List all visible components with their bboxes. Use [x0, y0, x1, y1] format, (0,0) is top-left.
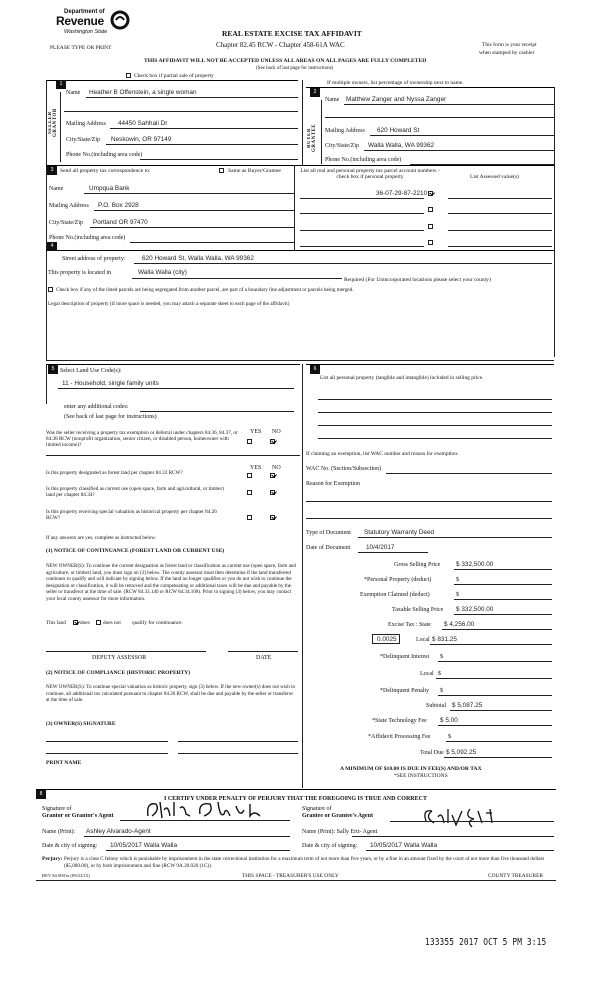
buyer-mailing-value[interactable]: 620 Howard St — [377, 127, 420, 134]
treasurer-use-label: THIS SPACE - TREASURER'S USE ONLY — [242, 873, 339, 879]
receipt-note-2: when stamped by cashier — [479, 50, 535, 56]
doc-date-line — [358, 552, 428, 553]
does-not-label: does not — [103, 620, 121, 626]
reason-line-2 — [306, 518, 552, 519]
grantor-signature[interactable] — [140, 796, 290, 822]
street-address-line — [134, 263, 552, 264]
seller-name-value[interactable]: Heather B Offenstein, a single woman — [89, 89, 197, 96]
logo-revenue: Revenue — [56, 14, 104, 28]
see-instructions-note: *SEE INSTRUCTIONS — [394, 773, 448, 779]
land-does-checkbox[interactable] — [73, 620, 78, 625]
doc-date-value[interactable]: 10/4/2017 — [366, 544, 395, 551]
corr-name-line — [84, 193, 294, 194]
assessed-1-line — [448, 198, 552, 199]
delinquent-interest-value[interactable]: $ — [440, 654, 443, 660]
corr-name-label: Name — [49, 186, 64, 192]
parcel-4-personal-checkbox[interactable] — [428, 240, 433, 245]
same-as-buyer-checkbox[interactable] — [219, 168, 224, 173]
correspondence-label: Send all property tax correspondence to: — [60, 168, 151, 174]
located-in-label: This property is located in — [48, 270, 111, 276]
parcel-3-personal-checkbox[interactable] — [428, 224, 433, 229]
street-address-label: Street address of property: — [62, 256, 126, 262]
partial-sale-checkbox[interactable] — [126, 73, 131, 78]
corr-city-label: City/State/Zip — [49, 220, 83, 226]
perjury-text: Perjury is a class C felony which is punishable by imprisonment in the state correctional institution for a maximum term of not more than five years, or by a fine in an amount fixed by the court of not more than five thousand dollars ($5,000.00), or by both imprisonment and fine (RCW 9A.20.020 (1C)). — [64, 856, 545, 869]
corr-city-line — [90, 227, 294, 228]
yes-header-1: YES — [250, 429, 262, 435]
exemption-question: Was the seller receiving a property tax exemption or deferral under chapters 84.36, 84.37, or 84.38 RCW (nonprofit organization, senior citizen, or disabled person, homeowner with limited income)? — [46, 430, 238, 448]
historic-question: Is this property receiving special valuation as historical property per chapter 84.26 RCW? — [46, 509, 217, 521]
assessed-3-line — [448, 230, 552, 231]
receipt-note-1: This form is your receipt — [482, 42, 537, 48]
corr-name-value[interactable]: Umpqua Bank — [89, 185, 130, 192]
doc-type-line — [358, 537, 552, 538]
q4-yes-checkbox[interactable] — [247, 515, 252, 520]
total-due-line — [444, 757, 552, 758]
corr-phone-label: Phone No.(including area code) — [49, 235, 126, 241]
seller-name-label: Name — [66, 90, 81, 96]
segregated-checkbox[interactable] — [48, 287, 53, 292]
seller-phone-label: Phone No.(including area code) — [66, 152, 143, 158]
gross-price-value[interactable]: $ 332,500.00 — [456, 561, 494, 568]
gross-price-line — [454, 569, 552, 570]
buyer-mailing-label: Mailing Address — [325, 128, 365, 134]
notice-2-title: (2) NOTICE OF COMPLIANCE (HISTORIC PROPERTY) — [46, 670, 191, 676]
same-as-buyer-label: Same as Buyer/Grantee — [228, 168, 281, 174]
subtotal-line — [450, 710, 552, 711]
print-name-label: PRINT NAME — [46, 760, 82, 766]
grantor-print-label: Name (Print): — [42, 829, 76, 835]
current-use-question: Is this property classified as current use (open space, farm and agricultural, or timber) land per chapter 84.34? — [46, 486, 224, 498]
land-does-not-checkbox[interactable] — [96, 620, 101, 625]
grantee-date-line — [366, 850, 554, 851]
left-border — [46, 80, 47, 360]
grantee-date-label: Date & city of signing: — [302, 843, 358, 849]
buyer-name-value[interactable]: Matthew Zanger and Nyssa Zanger — [346, 96, 447, 103]
subtotal-label: Subtotal — [426, 703, 447, 709]
taxable-price-line — [454, 614, 552, 615]
grantor-print-line — [84, 836, 290, 837]
this-land-label: This land — [46, 620, 66, 626]
parcel-3-line — [300, 230, 424, 231]
land-use-code-line — [58, 388, 294, 389]
grantor-sig-line — [120, 820, 290, 821]
revenue-logo — [50, 8, 130, 40]
multiple-owners-note: If multiple owners, list percentage of ownership next to name. — [327, 80, 464, 86]
revenue-swirl-icon — [110, 10, 130, 30]
section-8-marker: 8 — [36, 790, 46, 799]
grantee-print-line — [352, 836, 554, 837]
qualify-label: qualify for continuance. — [132, 620, 183, 626]
buyer-city-value[interactable]: Walla Walla, WA 99362 — [368, 142, 435, 149]
additional-codes-label: enter any additional codes: — [64, 404, 129, 410]
deputy-date-label: DATE — [256, 655, 272, 661]
buyer-city-label: City/State/Zip — [325, 143, 359, 149]
section-8-top-rule — [36, 789, 556, 790]
recording-stamp: 133355 2017 OCT 5 PM 3:15 — [425, 937, 547, 948]
delinquent-penalty-line — [438, 695, 552, 696]
gross-price-label: Gross Selling Price — [394, 562, 441, 568]
buyer-phone-label: Phone No.(including area code) — [325, 157, 402, 163]
segregated-note: Check box if any of the listed parcels are being segregated from another parcel, are part of a boundary line adjustment or parcels being merged. — [56, 287, 354, 293]
q3-no-checkbox[interactable] — [270, 490, 275, 495]
parcel-1-personal-checkbox[interactable] — [428, 191, 433, 196]
logo-washington-state: Washington State — [64, 29, 108, 35]
seller-side-rule — [60, 92, 61, 162]
grantee-sig-label-1: Signature of — [302, 806, 332, 812]
personal-deduct-label: *Personal Property (deduct) — [364, 577, 432, 583]
grantor-sig-label-1: Signature of — [42, 806, 72, 812]
parcel-list-header: List all real and personal property tax parcel account numbers - check box if personal property — [300, 168, 440, 181]
doc-date-label: Date of Document — [306, 545, 351, 551]
seller-city-value[interactable]: Neskowin, OR 97149 — [111, 136, 172, 143]
local-tax-value[interactable]: $ 831.25 — [432, 636, 457, 643]
affidavit-fee-value[interactable]: $ — [448, 734, 451, 740]
no-header-2: NO — [272, 465, 281, 471]
no-header-1: NO — [272, 429, 281, 435]
owner-sig-line-2 — [178, 741, 298, 742]
q3-yes-checkbox[interactable] — [247, 490, 252, 495]
grantor-date-line — [106, 850, 290, 851]
deputy-line — [46, 651, 206, 652]
personal-line-2 — [318, 412, 552, 413]
section-top-rule-right — [306, 87, 554, 88]
parcel-1-value[interactable]: 36-07-29-87-2210 — [376, 190, 428, 197]
tech-fee-label: *State Technology Fee — [372, 718, 427, 724]
wac-number-label: WAC No. (Section/Subsection) — [306, 466, 382, 472]
additional-codes-line — [140, 411, 294, 412]
local-2-line — [436, 678, 552, 679]
seller-blank-line — [64, 111, 298, 112]
buyer-mailing-line — [370, 135, 554, 136]
section-6-marker: 6 — [310, 365, 320, 374]
rev-form-code: REV 84 0001a (09/22/15) — [42, 873, 90, 878]
land-use-see-back: (See back of last page for instructions) — [64, 414, 157, 420]
section-3-top-rule — [46, 165, 554, 166]
minimum-fee-note: A MINIMUM OF $10.00 IS DUE IN FEE(S) AND/OR TAX — [340, 766, 482, 772]
delinquent-penalty-value[interactable]: $ — [440, 688, 443, 694]
tech-fee-line — [438, 725, 552, 726]
tech-fee-value[interactable]: $ 5.00 — [440, 717, 458, 724]
personal-line-3 — [318, 425, 552, 426]
buyer-side-label: BUYER GRANTEE — [307, 123, 317, 153]
seller-name-line — [86, 97, 298, 98]
owners-signature-label: (3) OWNER(S) SIGNATURE — [46, 721, 116, 727]
seller-city-label: City/State/Zip — [66, 137, 100, 143]
exemption-deduct-line — [454, 599, 552, 600]
total-due-value[interactable]: $ 5,092.25 — [446, 749, 477, 756]
delinquent-interest-line — [438, 661, 552, 662]
parcel-2-line — [300, 213, 424, 214]
grantee-signature[interactable] — [420, 803, 520, 829]
local-tax-line — [430, 644, 552, 645]
section-5-marker: 5 — [48, 365, 58, 374]
seller-mailing-label: Mailing Address — [66, 121, 106, 127]
section-4-bottom-rule — [46, 360, 554, 361]
state-tax-value[interactable]: $ 4,256.00 — [444, 621, 475, 628]
buyer-name-label: Name — [325, 97, 340, 103]
q2-yes-checkbox[interactable] — [247, 473, 252, 478]
acceptance-warning: THIS AFFIDAVIT WILL NOT BE ACCEPTED UNLESS ALL AREAS ON ALL PAGES ARE FULLY COMPLETED — [144, 58, 427, 64]
personal-deduct-line — [454, 584, 552, 585]
section-6-top-rule — [306, 364, 554, 365]
section-3-divider — [294, 165, 295, 250]
personal-line-4 — [318, 438, 552, 439]
please-type-note: PLEASE TYPE OR PRINT — [50, 45, 112, 51]
see-back-note: (See back of last page for instructions) — [256, 66, 334, 71]
assessed-value-header: List Assessed value(s) — [470, 174, 519, 180]
section-4-marker: 4 — [47, 242, 57, 251]
subtotal-value[interactable]: $ 5,087.25 — [452, 702, 483, 709]
deputy-date-line — [228, 651, 298, 652]
form-title: REAL ESTATE EXCISE TAX AFFIDAVIT — [222, 29, 362, 38]
section-5-left-border — [46, 364, 47, 404]
affidavit-fee-label: *Affidavit Processing Fee — [368, 734, 431, 740]
grantee-print-value[interactable]: Name (Print): Sally Ertt- Agent — [302, 829, 378, 835]
form-subtitle: Chapter 82.45 RCW - Chapter 458-61A WAC — [216, 41, 345, 49]
assessed-2-line — [448, 213, 552, 214]
local-rate-value: 0.0025 — [377, 636, 397, 643]
section-3-marker: 3 — [47, 166, 57, 175]
corr-mailing-line — [94, 210, 294, 211]
if-yes-note: If any answers are yes, complete as instructed below. — [46, 535, 157, 541]
exemption-deduct-label: Exemption Claimed (deduct) — [360, 592, 430, 598]
q1-no-checkbox[interactable] — [270, 439, 275, 444]
section-top-rule — [46, 80, 298, 81]
located-in-value[interactable]: Walla Walla (city) — [138, 269, 187, 276]
section-2-marker: 2 — [310, 88, 320, 97]
assessed-4-line — [448, 246, 552, 247]
personal-deduct-value[interactable]: $ — [456, 577, 459, 583]
reason-line-1 — [306, 501, 552, 502]
owner-sig-line-1 — [46, 741, 168, 742]
taxable-price-label: Taxable Selling Price — [392, 607, 444, 613]
corr-mailing-value[interactable]: P.O. Box 2928 — [98, 202, 139, 209]
land-use-code-value[interactable]: 11 - Household, single family units — [62, 380, 159, 387]
grantor-print-value[interactable]: Ashley Alvarado-Agent — [86, 828, 151, 835]
corr-phone-line — [130, 242, 294, 243]
county-treasurer-label: COUNTY TREASURER — [488, 873, 543, 879]
q1-divider — [46, 455, 300, 456]
seller-city-line — [106, 144, 298, 145]
street-address-value[interactable]: 620 Howard St, Walla Walla, WA 99362 — [142, 255, 254, 262]
exemption-reason-label: Reason for Exemption — [306, 481, 360, 487]
grantor-date-label: Date & city of signing: — [42, 843, 98, 849]
personal-property-label: List all personal property (tangible and intangible) included in selling price. — [320, 375, 484, 381]
does-label: does — [80, 620, 90, 626]
notice-1-title: (1) NOTICE OF CONTINUANCE (FOREST LAND OR CURRENT USE) — [46, 548, 225, 554]
deputy-assessor-label: DEPUTY ASSESSOR — [92, 655, 147, 661]
seller-side-label: SELLER GRANTOR — [48, 108, 58, 138]
owner-sig-line-4 — [178, 753, 298, 754]
grantee-sig-label-2: Grantee or Grantee's Agent — [302, 813, 374, 819]
parcel-2-personal-checkbox[interactable] — [428, 207, 433, 212]
doc-type-value[interactable]: Statutory Warranty Deed — [364, 529, 435, 536]
right-border — [554, 87, 555, 357]
doc-type-label: Type of Document — [306, 530, 351, 536]
delinquent-penalty-label: *Delinquent Penalty — [380, 688, 430, 694]
located-in-line — [132, 278, 342, 279]
section-1-marker: 1 — [56, 80, 66, 89]
local-2-value[interactable]: $ — [438, 671, 441, 677]
seller-phone-line — [140, 159, 298, 160]
certify-statement: I CERTIFY UNDER PENALTY OF PERJURY THAT THE FOREGOING IS TRUE AND CORRECT — [164, 796, 427, 802]
personal-line-1 — [318, 399, 552, 400]
notice-1-body: NEW OWNER(S): To continue the current designation as forest land or classification as current use (open space, farm and agriculture, or timber) land, you must sign on (3) below. The county assessor must then determine if the land transferred continues to qualify and will indicate by signing below. If the land no longer qualifies or you do not wish to continue the designation or classification, it will be removed and the compensating or additional taxes will be due and payable by the seller or transferor at the time of sale. (RCW 84.33.140 or RCW 84.34.108). Prior to signing (3) below, you may contact your local county assessor for more information. — [46, 563, 296, 603]
grantor-date-value[interactable]: 10/05/2017 Walla Walla — [110, 842, 178, 849]
buyer-name-line — [344, 104, 554, 105]
perjury-label: Perjury: — [42, 856, 63, 862]
buyer-city-line — [364, 150, 554, 151]
section-4-top-rule — [46, 250, 554, 251]
grantor-sig-label-2: Grantor or Grantor's Agent — [42, 813, 114, 819]
partial-sale-label: Check box if partial sale of property — [134, 73, 214, 79]
q2-no-checkbox[interactable] — [270, 473, 275, 478]
wac-number-line — [386, 473, 552, 474]
seller-mailing-value[interactable]: 44450 Sahhali Dr — [118, 120, 168, 127]
buyer-blank-line — [325, 117, 554, 118]
land-use-label: Select Land Use Code(s): — [60, 368, 122, 374]
notice-2-body: NEW OWNER(S): To continue special valuation as historic property, sign (3) below. If the new owner(s) does not wish to continue, all additional tax calculated pursuant to chapter 84.26 RCW, shall be due and payable by the seller or transferor at the time of sale. — [46, 684, 296, 704]
delinquent-interest-label: *Delinquent Interest — [380, 654, 430, 660]
forest-land-question: Is this property designated as forest land per chapter 84.33 RCW? — [46, 470, 183, 476]
parcel-4-line — [300, 246, 424, 247]
required-note: Required (For Unincorporated locations please select your county) — [344, 277, 491, 283]
section-5-6-divider — [302, 364, 303, 788]
local-2-label: Local — [420, 671, 434, 677]
parcel-1-line — [300, 198, 424, 199]
section-5-top-rule — [46, 364, 300, 365]
grantee-sig-line — [390, 821, 554, 822]
total-due-label: Total Due — [420, 750, 444, 756]
exemption-deduct-value[interactable]: $ — [456, 592, 459, 598]
local-tax-label: Local — [416, 637, 430, 643]
q4-no-checkbox[interactable] — [270, 515, 275, 520]
yes-header-2: YES — [250, 465, 262, 471]
corr-city-value[interactable]: Portland OR 97470 — [93, 219, 148, 226]
state-tax-line — [442, 629, 552, 630]
exemption-claim-label: If claiming an exemption, list WAC number and reason for exemption: — [306, 451, 459, 457]
logo-department-of: Department of — [64, 9, 105, 15]
seller-buyer-divider — [302, 80, 303, 165]
affidavit-fee-line — [446, 741, 552, 742]
owner-sig-line-3 — [46, 753, 168, 754]
taxable-price-value[interactable]: $ 332,500.00 — [456, 606, 494, 613]
legal-description-label: Legal description of property (if more space is needed, you may attach a separate sheet to each page of the affidavit) — [48, 301, 290, 307]
q1-yes-checkbox[interactable] — [247, 439, 252, 444]
buyer-side-rule — [321, 100, 322, 164]
grantee-date-value[interactable]: 10/05/2017 Walla Walla — [370, 842, 438, 849]
corr-mailing-label: Mailing Address — [49, 203, 89, 209]
treasurer-rule — [36, 880, 556, 881]
state-tax-label: Excise Tax : State — [388, 622, 431, 628]
seller-mailing-line — [110, 128, 298, 129]
